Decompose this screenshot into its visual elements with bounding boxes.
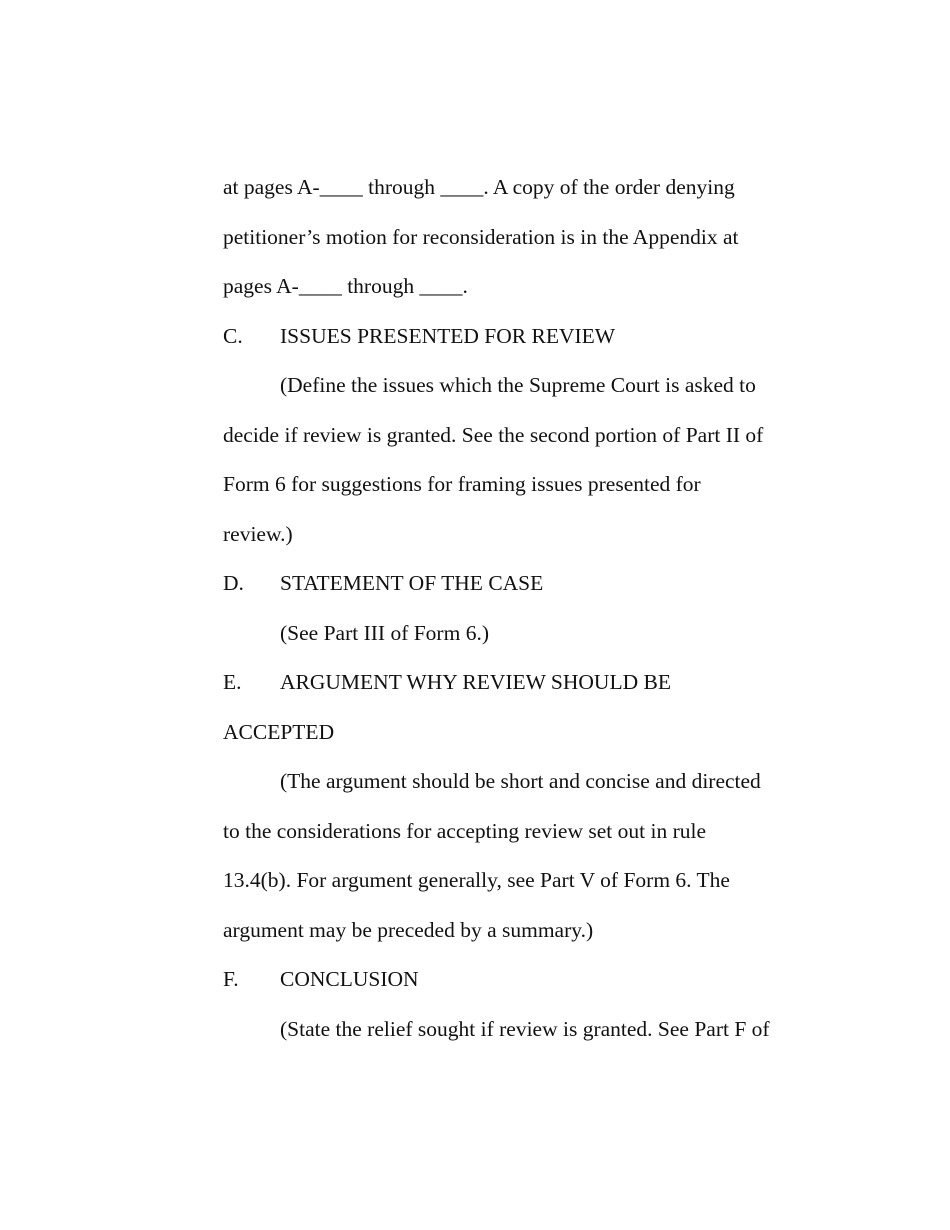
section-d-heading — [223, 559, 793, 609]
section-title: STATEMENT OF THE CASE — [280, 571, 544, 595]
section-e-paragraph — [223, 757, 793, 955]
intro-paragraph — [223, 163, 793, 312]
paragraph-line: (Define the issues which the Supreme Court is asked to — [280, 373, 756, 397]
section-letter: F. — [223, 967, 239, 991]
section-d-paragraph — [223, 609, 793, 659]
paragraph-line: 13.4(b). For argument generally, see Part V of Form 6. The — [223, 868, 730, 892]
paragraph-line: to the considerations for accepting review set out in rule — [223, 818, 706, 843]
section-letter: D. — [223, 571, 244, 595]
section-title: ARGUMENT WHY REVIEW SHOULD BE — [280, 670, 671, 694]
paragraph-line: argument may be preceded by a summary.) — [223, 917, 594, 942]
paragraph-line: (State the relief sought if review is granted. See Part F of — [280, 1016, 770, 1041]
paragraph-line: decide if review is granted. See the second portion of Part II of — [223, 422, 764, 447]
section-title-continuation: ACCEPTED — [223, 719, 335, 744]
paragraph-line: at pages A-____ through ____. A copy of the order denying — [223, 175, 735, 199]
paragraph-line: Form 6 for suggestions for framing issues presented for — [223, 472, 701, 496]
section-letter: C. — [223, 323, 243, 348]
paragraph-line: (The argument should be short and concise and directed — [280, 769, 761, 793]
section-title: CONCLUSION — [280, 967, 419, 991]
section-letter: E. — [223, 670, 242, 694]
paragraph-line: review.) — [223, 521, 293, 546]
section-f-paragraph — [223, 1005, 793, 1055]
section-c-paragraph — [223, 361, 793, 559]
document-page — [223, 163, 793, 1054]
paragraph-line: pages A-____ through ____. — [223, 274, 468, 298]
section-c-heading — [223, 312, 793, 362]
section-title: ISSUES PRESENTED FOR REVIEW — [280, 323, 616, 348]
section-f-heading — [223, 955, 793, 1005]
paragraph-line: (See Part III of Form 6.) — [280, 620, 489, 645]
paragraph-line: petitioner’s motion for reconsideration is in the Appendix at — [223, 224, 739, 249]
section-e-heading — [223, 658, 793, 708]
